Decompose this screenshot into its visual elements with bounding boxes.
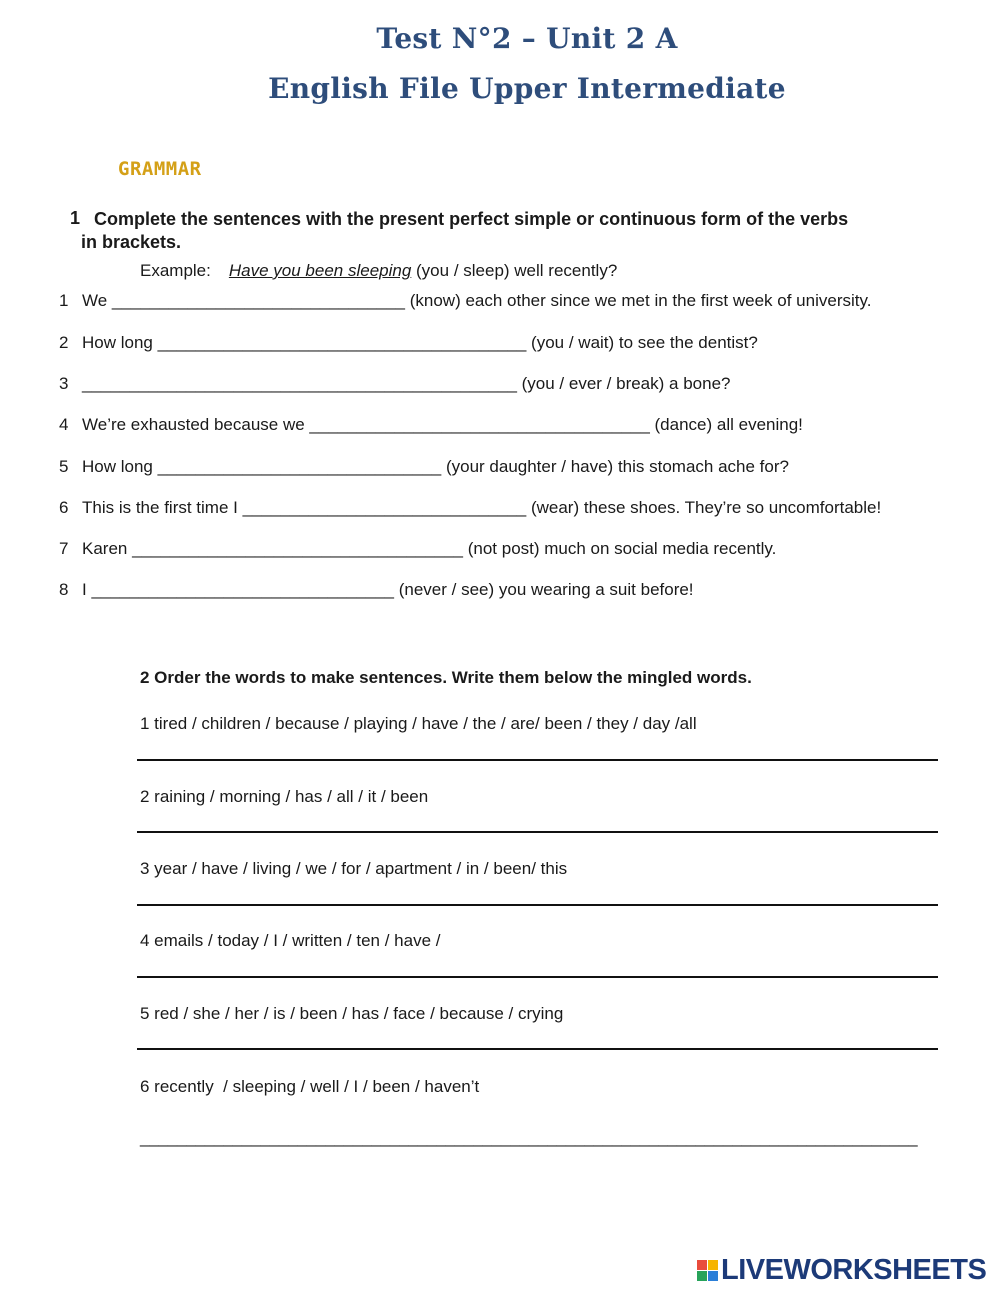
logo-cube: [708, 1271, 718, 1281]
exercise2-prompt: 6 recently / sleeping / well / I / been / haven’t: [140, 1077, 480, 1096]
exercise1-example: [140, 261, 617, 281]
item-number: 2: [59, 333, 69, 352]
exercise1-number: 1: [70, 208, 81, 228]
example-rest: (you / sleep) well recently?: [411, 261, 618, 280]
logo-cube: [708, 1260, 718, 1270]
item-text[interactable]: How long ______________________________ (your daughter / have) this stomach ache for?: [82, 457, 789, 476]
exercise1-instruction-line2: in brackets.: [81, 232, 182, 252]
example-answer: Have you been sleeping: [228, 261, 412, 280]
exercise2-prompt: 4 emails / today / I / written / ten / have /: [140, 931, 441, 950]
item-text[interactable]: We’re exhausted because we ____________________________________ (dance) all evening!: [82, 415, 803, 434]
item-text[interactable]: ______________________________________________ (you / ever / break) a bone?: [82, 374, 731, 393]
item-number: 4: [59, 415, 69, 434]
item-text[interactable]: I ________________________________ (never / see) you wearing a suit before!: [82, 580, 694, 599]
answer-line[interactable]: [137, 904, 938, 906]
exercise2-prompt: 2 raining / morning / has / all / it / been: [140, 787, 429, 806]
answer-line-underscores[interactable]: ____________________________________________________________________________________: [140, 1128, 918, 1147]
logo-text: LIVEWORKSHEETS: [721, 1253, 987, 1286]
item-number: 3: [59, 374, 69, 393]
exercise2-prompt: 3 year / have / living / we / for / apartment / in / been/ this: [140, 859, 568, 878]
item-text[interactable]: How long _______________________________________ (you / wait) to see the dentist?: [82, 333, 758, 352]
exercise2-instruction: 2 Order the words to make sentences. Write them below the mingled words.: [140, 668, 752, 687]
page-subtitle: English File Upper Intermediate: [268, 72, 786, 105]
item-number: 5: [59, 457, 69, 476]
answer-line[interactable]: [137, 831, 938, 833]
page-title: Test N°2 – Unit 2 A: [376, 22, 678, 55]
example-label: Example:: [140, 261, 211, 280]
answer-line[interactable]: [137, 1048, 938, 1050]
answer-line[interactable]: [137, 976, 938, 978]
item-number: 1: [59, 291, 69, 310]
answer-line[interactable]: [137, 759, 938, 761]
item-number: 7: [59, 539, 69, 558]
liveworksheets-logo: [697, 1254, 986, 1286]
item-number: 8: [59, 580, 69, 599]
logo-cubes-icon: [697, 1260, 718, 1281]
logo-cube: [697, 1260, 707, 1270]
section-label-grammar: GRAMMAR: [118, 158, 202, 180]
exercise1-instruction: [81, 208, 954, 254]
item-number: 6: [59, 498, 69, 517]
item-text[interactable]: This is the first time I ______________________________ (wear) these shoes. They’re so uncomfortable!: [82, 498, 882, 517]
exercise2-prompt: 1 tired / children / because / playing / have / the / are/ been / they / day /all: [140, 714, 697, 733]
item-text[interactable]: Karen ___________________________________ (not post) much on social media recently.: [82, 539, 777, 558]
exercise2-prompt: 5 red / she / her / is / been / has / face / because / crying: [140, 1004, 564, 1023]
exercise1-instruction-line1: Complete the sentences with the present perfect simple or continuous form of the verbs: [94, 209, 849, 229]
item-text[interactable]: We _______________________________ (know) each other since we met in the first week of university.: [82, 291, 872, 310]
logo-cube: [697, 1271, 707, 1281]
